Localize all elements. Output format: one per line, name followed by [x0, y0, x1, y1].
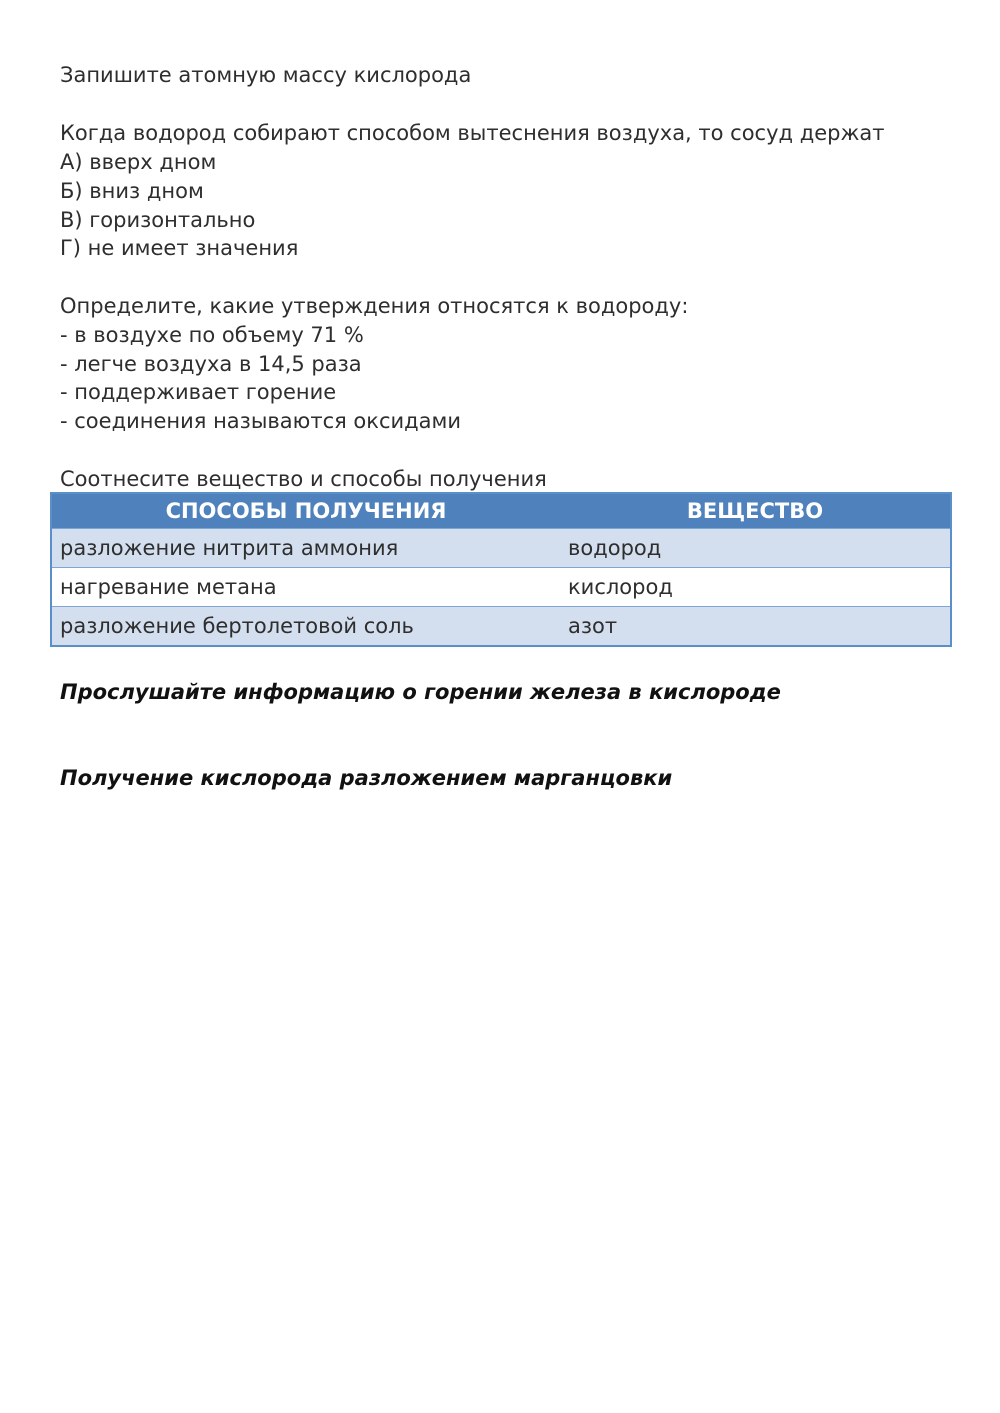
table-row — [51, 568, 951, 607]
substance-cell: азот — [560, 607, 951, 647]
header-methods: СПОСОБЫ ПОЛУЧЕНИЯ — [51, 493, 560, 529]
method-cell: нагревание метана — [51, 568, 560, 607]
statement-item: - в воздухе по объему 71 % — [60, 323, 364, 347]
substance-cell: водород — [560, 529, 951, 568]
method-cell: разложение нитрита аммония — [51, 529, 560, 568]
option-c: В) горизонтально — [60, 208, 256, 232]
method-cell: разложение бертолетовой соль — [51, 607, 560, 647]
header-substance: ВЕЩЕСТВО — [560, 493, 951, 529]
question-match-substance: Соотнесите вещество и способы получения — [60, 467, 547, 491]
task-iron-burning: Прослушайте информацию о горении железа в кислороде — [60, 680, 781, 704]
table-row — [51, 607, 951, 647]
statement-item: - соединения называются оксидами — [60, 409, 462, 433]
table-header-row — [51, 493, 951, 529]
statement-item: - легче воздуха в 14,5 раза — [60, 352, 362, 376]
option-b: Б) вниз дном — [60, 179, 204, 203]
task-oxygen-permanganate: Получение кислорода разложением марганцовки — [60, 766, 673, 790]
statement-item: - поддерживает горение — [60, 380, 337, 404]
substance-cell: кислород — [560, 568, 951, 607]
question-hydrogen-collection: Когда водород собирают способом вытеснения воздуха, то сосуд держат — [60, 121, 885, 145]
option-d: Г) не имеет значения — [60, 236, 299, 260]
match-table — [50, 492, 952, 647]
question-atomic-mass: Запишите атомную массу кислорода — [60, 63, 472, 87]
table-row — [51, 529, 951, 568]
option-a: А) вверх дном — [60, 150, 217, 174]
question-hydrogen-statements: Определите, какие утверждения относятся к водороду: — [60, 294, 689, 318]
